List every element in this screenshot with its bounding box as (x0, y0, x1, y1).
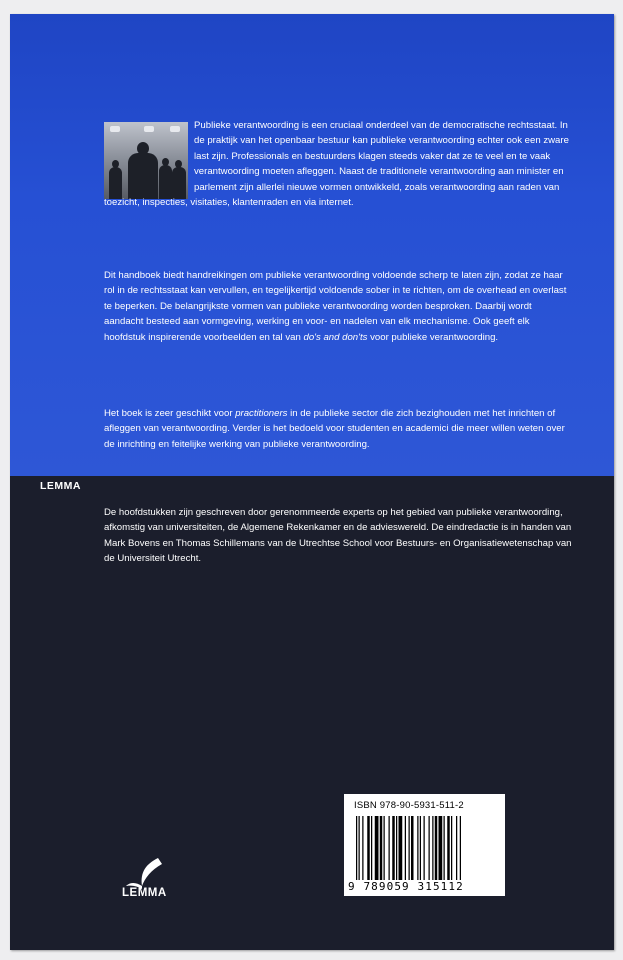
blurb-emphasis: practitioners (235, 408, 288, 419)
publisher-logo-text: LEMMA (122, 887, 167, 899)
isbn-text: ISBN 978-90-5931-511-2 (354, 800, 464, 811)
ean-digits: 9 789059 315112 (348, 880, 464, 893)
blurb-paragraph-1 (104, 118, 572, 210)
barcode-label (344, 794, 505, 896)
blurb-paragraph-4: De hoofdstukken zijn geschreven door gerenommeerde experts op het gebied van publieke verantwoording, afkomstig van universiteiten, de Algemene Rekenkamer en de advieswereld. De eindredactie is in handen van Mark Bovens en Thomas Schillemans van de Utrechtse School voor Bestuurs- en Organisatiewetenschap van de Universiteit Utrecht. (104, 507, 572, 565)
cover-panel (10, 14, 614, 950)
blurb-paragraph-1-text: Publieke verantwoording is een cruciaal onderdeel van de democratische rechtsstaat. In de praktijk van het openbaar bestuur kan publieke verantwoording echter ook een zware last zijn. Professionals en bestuurders klagen steeds vaker dat ze te veel en te vaak verantwoording moeten afleggen. Naast de traditionele verantwoording aan minister en parlement zijn allerlei nieuwe vormen ontwikkeld, zoals verantwoording aan raden van toezicht, inspecties, visitaties, klantenraden en via internet. (104, 120, 569, 209)
blurb-emphasis: do's and don'ts (303, 331, 368, 343)
barcode-icon (354, 816, 500, 880)
blurb-paragraph-3: Het boek is zeer geschikt voor practitioners in de publieke sector die zich bezighouden met het inrichten of afleggen van verantwoording. Verder is het bedoeld voor studenten en academici die meer willen weten over de inrichting en feitelijke werking van publieke verantwoording. (104, 408, 565, 450)
blurb-paragraph-2: Dit handboek biedt handreikingen om publieke verantwoording voldoende scherp te laten zijn, zodat ze haar rol in de rechtsstaat kan vervullen, en tegelijkertijd voldoende sober in te richten, om de overhead en overlast te beperken. De belangrijkste vormen van publieke verantwoording worden besproken. Daarbij wordt aandacht besteed aan vormgeving, werking en voor- en nadelen van elk mechanisme. Ook geeft elk hoofdstuk inspirerende voorbeelden en tal van do's and don'ts voor publieke verantwoording. (104, 270, 567, 343)
publisher-tag: LEMMA (40, 480, 81, 492)
